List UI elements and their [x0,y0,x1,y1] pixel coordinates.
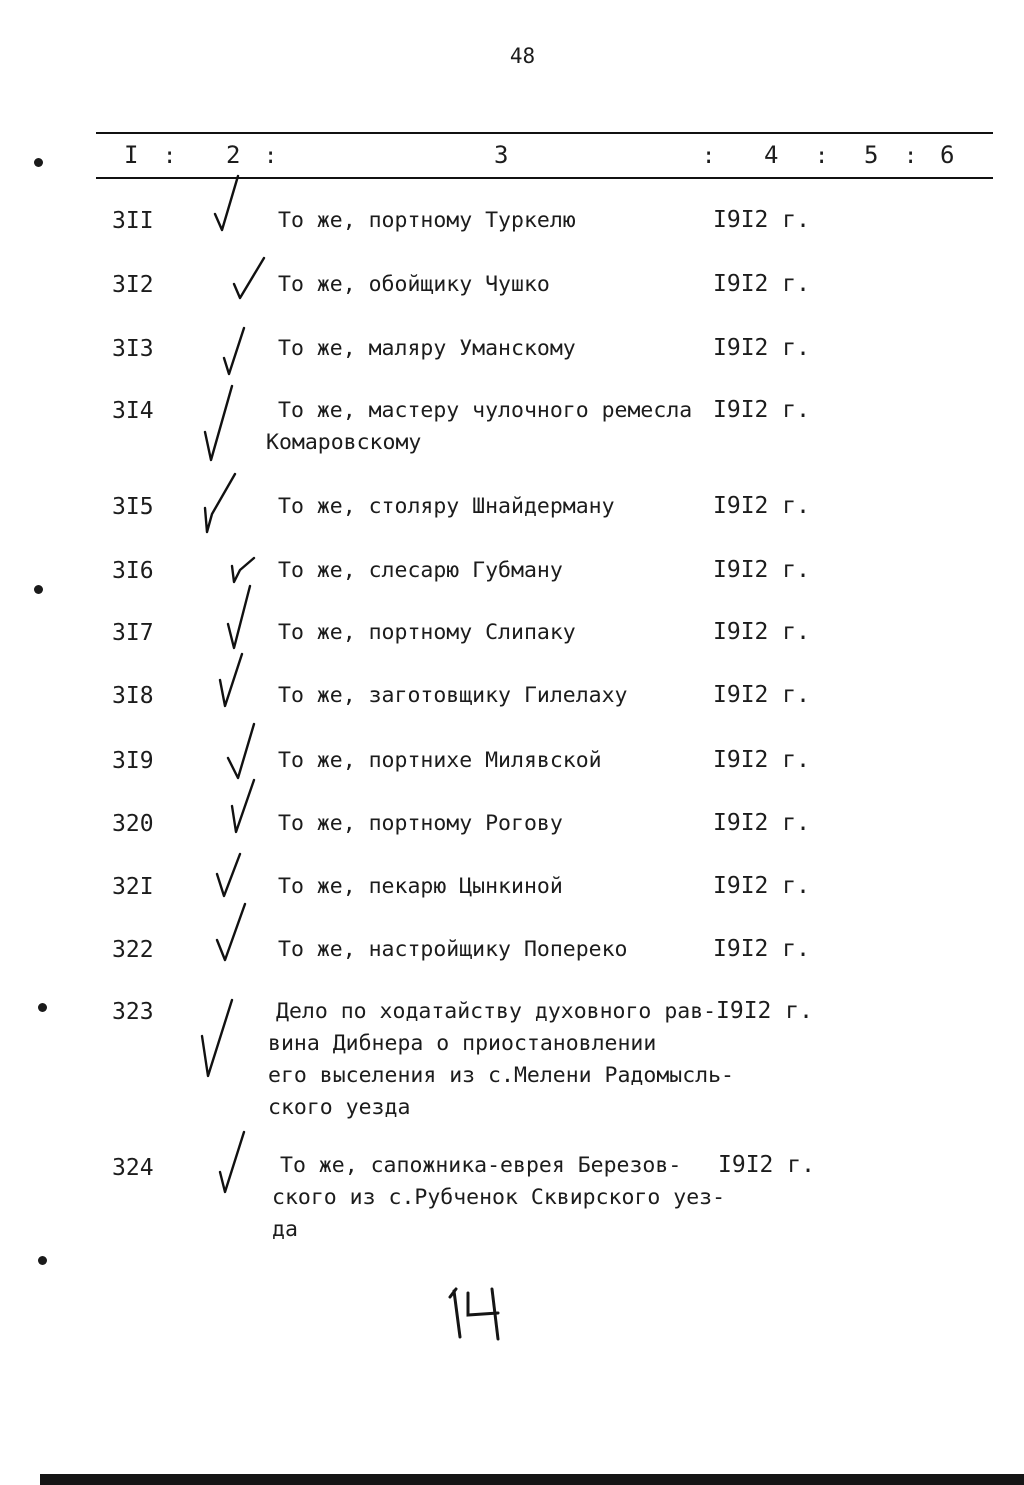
row-number: 324 [112,1155,154,1181]
row-number: 3I5 [112,494,154,520]
row-number: 3I2 [112,272,154,298]
column-header-4: 4 [764,141,779,169]
column-header-1: I [124,141,139,169]
row-year: I9I2 г. [713,397,810,423]
checkmark-icon [226,776,260,836]
row-number: 3I3 [112,336,154,362]
row-description: То же, заготовщику Гилелаху [278,683,628,708]
row-number: 3I8 [112,683,154,709]
row-year: I9I2 г. [713,747,810,773]
row-description: То же, пекарю Цынкиной [278,874,563,899]
checkmark-icon [214,1128,254,1196]
row-description: То же, настройщику Поперeко [278,937,628,962]
checkmark-icon [210,172,250,234]
checkmark-icon [196,996,240,1082]
column-separator: : [904,144,918,169]
row-number: 3I6 [112,558,154,584]
checkmark-icon [200,380,240,466]
row-description: То же, портному Рогову [278,811,563,836]
column-header-5: 5 [864,141,879,169]
row-number: 3I9 [112,748,154,774]
row-year: I9I2 г. [713,271,810,297]
checkmark-icon [220,324,250,378]
column-header-3: 3 [494,141,509,169]
row-number: 3I7 [112,620,154,646]
checkmark-icon [200,470,240,536]
row-description: То же, сапожника-еврея Березов- ского из с.Рубченок Сквирского уез- да [272,1153,726,1242]
checkmark-icon [230,254,270,304]
row-year: I9I2 г. [713,493,810,519]
handwritten-page-note [448,1283,512,1343]
column-separator: : [163,144,177,169]
row-description: То же, слесарю Губману [278,558,563,583]
row-year: I9I2 г. [713,873,810,899]
row-year: I9I2 г. [713,557,810,583]
row-year: I9I2 г. [713,936,810,962]
row-year: I9I2 г. [713,619,810,645]
row-description: То же, портнихе Милявской [278,748,602,773]
row-description: То же, обойщику Чушко [278,272,550,297]
page-number: 48 [509,44,536,68]
row-year: I9I2 г. [713,335,810,361]
column-separator: : [264,144,278,169]
row-description: То же, маляру Уманскому [278,336,576,361]
row-year: I9I2 г. [718,1152,815,1178]
punch-hole-mark [38,1256,47,1265]
checkmark-icon [214,650,248,712]
row-description: То же, портному Слипаку [278,620,576,645]
row-year: I9I2 г. [713,810,810,836]
scan-bottom-edge [40,1474,1024,1485]
row-year: I9I2 г. [716,998,813,1024]
checkmark-icon [222,582,256,652]
row-description: То же, портному Туркелю [278,208,576,233]
checkmark-icon [212,900,252,964]
row-description: Дело по ходатайству духовного рав- вина Дибнера о приостановлении его выселения из с.Мелени Радомысль- ского уезда [268,999,734,1120]
row-description: То же, мастеру чулочного ремесла Комаровскому [266,398,693,455]
column-header-6: 6 [940,141,955,169]
row-description: То же, столяру Шнайдерману [278,494,615,519]
column-separator: : [702,144,716,169]
row-number: 323 [112,999,154,1025]
row-number: 32I [112,874,154,900]
punch-hole-mark [38,1003,47,1012]
punch-hole-mark [34,158,43,167]
checkmark-icon [222,720,262,782]
punch-hole-mark [34,585,43,594]
row-number: 3I4 [112,398,154,424]
row-year: I9I2 г. [713,682,810,708]
checkmark-icon [212,850,246,900]
row-number: 320 [112,811,154,837]
row-year: I9I2 г. [713,207,810,233]
header-top-rule [96,132,993,134]
row-number: 322 [112,937,154,963]
column-header-2: 2 [226,141,241,169]
column-separator: : [815,144,829,169]
row-number: 3II [112,208,154,234]
